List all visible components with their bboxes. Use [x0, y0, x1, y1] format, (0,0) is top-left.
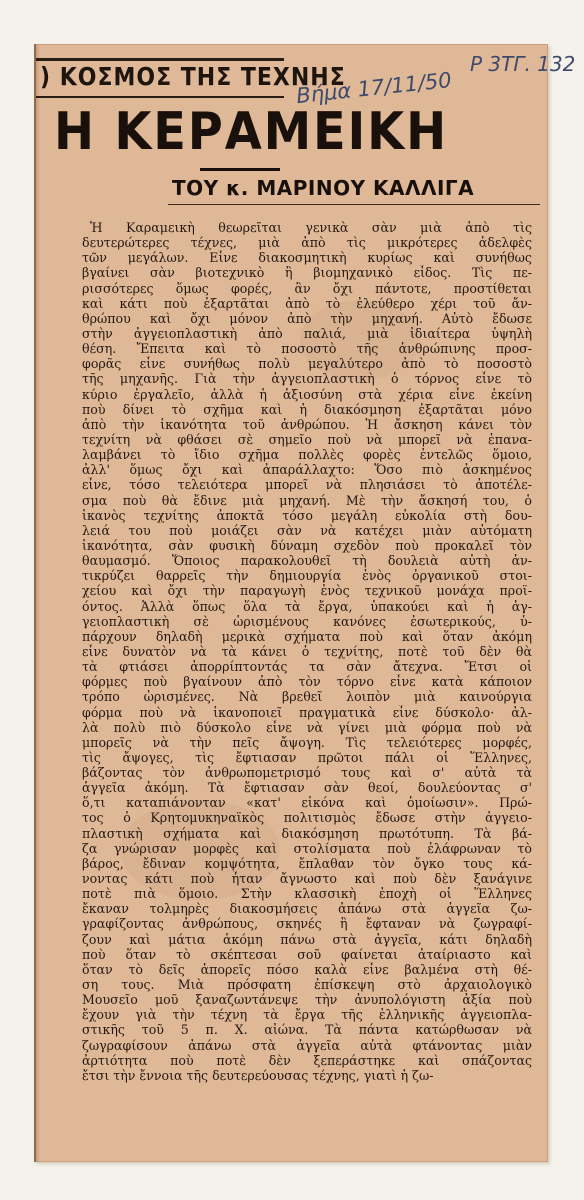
article-text-line: γραφίζοντας ἀνθρώπους, σκηνές ἢ ἔφταναν νὰ ζωγραφί- — [82, 916, 532, 932]
article-text-line: δευτερώτερες τέχνες, μιὰ ἀπὸ τὶς μικρότερες ἀδελφὲς — [82, 235, 532, 251]
handwritten-date-note: Βήμα 17/11/50 — [295, 67, 453, 109]
article-text-line: πάρχουν δηλαδὴ μερικὰ σχήματα ποὺ καὶ ὅταν ἀκόμη — [82, 628, 532, 644]
article-text-line: βάζοντας τὸν ἀνθρωπομετρισμό τους καὶ σ' αὐτὰ τὰ — [82, 765, 532, 781]
article-text-line: μπορεῖς νὰ τὴν πεῖς ἄψογη. Τὶς τελειότερες μορφές, — [82, 734, 532, 750]
article-text-line: φόρμες ποὺ βγαίνουν ἀπὸ τὸν τόρνο εἶνε κατὰ κάποιον — [82, 674, 532, 690]
article-text-line: τος ὁ Κρητομυκηναϊκὸς πολιτισμὸς ἔδωσε στὴν ἀγγειο- — [82, 810, 532, 826]
article-text-line: τρόπο ὡρισμένες. Νὰ βρεθεῖ λοιπὸν μιὰ καινούργια — [82, 689, 532, 705]
article-text-line: θρώπου καὶ ὄχι μόνον ἀπὸ τὴν μηχανή. Αὐτὸ ἔδωσε — [82, 310, 532, 326]
article-byline: ΤΟΥ κ. ΜΑΡΙΝΟΥ ΚΑΛΛΙΓΑ — [172, 176, 475, 200]
article-text-line: φορᾶς εἶνε συνήθως πολὺ μεγαλύτερο ἀπὸ τὸ ποσοστὸ — [82, 356, 532, 372]
article-text-line: τεχνίτη νὰ φθάσει σὲ σημεῖο ποὺ νὰ μπορεῖ νὰ ἐπανα- — [82, 431, 532, 447]
article-text-line: καὶ κάτι ποὺ ἐξαρτᾶται ἀπὸ τὸ ἐλεύθερο χέρι τοῦ ἄν- — [82, 295, 532, 311]
headline-rule — [200, 168, 280, 171]
article-text-line: τικρύζει θαρρεῖς τὴν δημιουργία ἑνὸς ὀργανικοῦ στοι- — [82, 568, 532, 584]
section-header-top-rule — [36, 58, 284, 61]
article-text-line: τῆς μηχανῆς. Γιὰ τὴν ἀγγειοπλαστικὴ ὁ τόρνος εἶνε τὸ — [82, 371, 532, 387]
section-title-text: ΚΟΣΜΟΣ ΤΗΣ ΤΕΧΝΗΣ — [59, 63, 346, 92]
byline-rule — [168, 204, 540, 205]
article-text-line: ἀρτιότητα ποὺ ποτὲ δὲν ξεπεράστηκε καὶ σπάζοντας — [82, 1052, 532, 1068]
article-text-line: τὰ φτιάσει ἀπορρίπτοντάς τα σὰν ἄτεχνα. Ἔτσι οἱ — [82, 659, 532, 675]
article-text-line: Ἡ Καραμεικὴ θεωρεῖται γενικὰ σὰν μιὰ ἀπὸ τὶς — [90, 220, 532, 235]
article-text-line: ὅταν τὸ δεῖς ἀπορεῖς πόσο καλὰ εἶνε βαλμένα στὴ θέ- — [82, 961, 532, 977]
article-text-line: ἔχουν γιὰ τὴν τέχνη τὰ ἔργα τῆς ἑλληνικῆς ἀγγειοπλα- — [82, 1007, 532, 1023]
article-text-line: ση τους. Μιὰ πρόσφατη ἐπίσκεψη στὸ ἀρχαιολογικὸ — [82, 977, 532, 993]
clipping-left-border — [34, 44, 36, 1162]
article-text-line: ποὺ δίνει τὸ σχῆμα καὶ ἡ διακόσμηση ἐξαρτᾶται μόνο — [82, 401, 532, 417]
article-text-line: ἱκανὸς τεχνίτης ἀποκτᾶ τόσο μεγάλη εὐκολία στὴ δου- — [82, 507, 532, 523]
article-text-line: ἀλλ' ὅμως ὄχι καὶ ἀπαράλλαχτο: Ὅσο πιὸ ἀσκημένος — [82, 462, 532, 478]
article-text-line: εἶνε, τόσο τελειότερα μπορεῖ νὰ πλησιάσει τὸ ἀποτέλε- — [82, 477, 532, 493]
article-text-line: εἶνε δυνατὸν νὰ τὰ κάνει ὁ τεχνίτης, ποτὲ τοῦ δὲν θὰ — [82, 643, 532, 659]
article-text-line: ἱκανότητα, σὰν φυσικὴ δύναμη σχεδὸν ποὺ προκαλεῖ τὸν — [82, 537, 532, 553]
article-text-line: τῶν μεγάλων. Εἶνε διακοσμητικὴ κυρίως καὶ συνήθως — [82, 250, 532, 266]
article-text-line: γειοπλαστικὴ σὲ ὡρισμένους κανόνες ἐσωτερικούς, ὑ- — [82, 613, 532, 629]
article-text-line: κύριο ἐργαλεῖο, ἀλλὰ ἡ ἀξιοσύνη στὰ χέρια εἶνε ἐκείνη — [82, 386, 532, 402]
article-text-line: ποτὲ πιὰ ὅμοιο. Στὴν κλασσικὴ ἐποχὴ οἱ Ἕλληνες — [82, 886, 532, 902]
article-headline: Η ΚΕΡΑΜΕΙΚΗ — [54, 102, 448, 162]
article-text-line: λαμβάνει τὸ ἴδιο σχῆμα πολλὲς φορὲς ἐντελῶς ὅμοιο, — [82, 447, 532, 463]
section-prefix: ) — [40, 63, 52, 92]
article-text-line: στικῆς τοῦ 5 π. Χ. αἰώνα. Τὰ πάντα κατώρθωσαν νὰ — [82, 1022, 532, 1038]
article-text-line: νοντας κάτι ποὺ ἦταν ἄγνωστο καὶ ποὺ δὲν ξανάγινε — [82, 871, 532, 887]
article-text-line: στὴν ἀγγειοπλαστικὴ ἀπὸ παλιά, μιὰ ἰδιαίτερα ὑψηλὴ — [82, 325, 532, 341]
article-text-line: Μουσεῖο μοῦ ξαναζωντάνεψε τὴν ἀνυπολόγιστη ἀξία ποὺ — [82, 992, 532, 1008]
article-text-line: πλαστικὴ σχήματα καὶ διακόσμηση πρωτότυπη. Τὰ βά- — [82, 825, 532, 841]
article-text-line: φόρμα ποὺ νὰ ἱκανοποιεῖ πραγματικὰ εἶνε δύσκολο· ἀλ- — [82, 704, 532, 720]
article-text-line: χείου καὶ ὄχι τὴν παραγωγὴ ἑνὸς τεχνικοῦ μονάχα προϊ- — [82, 583, 532, 599]
article-text-line: ζα γνώρισαν μορφὲς καὶ στολίσματα ποὺ ἐλάφρωναν τὸ — [82, 840, 532, 856]
section-header-bottom-rule — [36, 96, 284, 98]
article-text-line: όντος. Ἀλλὰ ὅπως ὅλα τὰ ἔργα, ὑπακούει καὶ ἡ ἀγ- — [82, 598, 532, 614]
article-text-line: θέση. Ἔπειτα καὶ τὸ ποσοστὸ τῆς ἀνθρώπινης προσ- — [82, 341, 532, 357]
article-text-line: ὅ,τι καταπιάνονταν «κατ' εἰκόνα καὶ ὁμοίωσιν». Πρώ- — [82, 795, 532, 811]
article-text-line: ἀγγεῖα ἀκόμη. Τὰ ἔφτιασαν σὰν θεοί, δουλεύοντας σ' — [82, 780, 532, 796]
article-body — [82, 220, 532, 1083]
article-text-line: τὶς ἄψογες, τὶς ἔφτιασαν πρῶτοι πάλι οἱ Ἕλληνες, — [82, 749, 532, 765]
article-text-line: ζωγραφίσουν ἀπάνω στὰ ἀγγεῖα αὐτὰ φτάνοντας μιὰν — [82, 1037, 532, 1053]
article-text-line: ρισσότερες ὅμως φορές, ἂν ὄχι πάντοτε, προστίθεται — [82, 280, 532, 296]
article-text-line: ἔτσι τὴν ἔννοια τῆς δευτερεύουσας τέχνης, γιατὶ ἡ ζω- — [82, 1067, 434, 1083]
article-text-line: ἀπὸ τὴν ἱκανότητα τοῦ ἀνθρώπου. Ἡ ἄσκηση κάνει τὸν — [82, 416, 532, 432]
article-text-line: σμα ποὺ θὰ ἔδινε μιὰ μηχανή. Μὲ τὴν ἄσκησή του, ὁ — [82, 492, 532, 508]
article-text-line: λὰ πολὺ πιὸ δύσκολο εἶνε νὰ γίνει μιὰ φόρμα ποὺ νὰ — [82, 719, 532, 735]
article-text-line: λειά του ποὺ μοιάζει σὰν νὰ κατέχει μιὰν αὐτόματη — [82, 522, 532, 538]
article-text-line: ποὺ ὅταν τὸ σκέπτεσαι σοῦ φαίνεται ἀταίριαστο καὶ — [82, 946, 532, 962]
article-text-line: βγαίνει σὰν βιοτεχνικὸ ἢ βιομηχανικὸ εἶδος. Τὶς πε- — [82, 265, 532, 281]
article-text-line: βάρος, ἔδιναν κομψότητα, ἔπλαθαν τὸν ὄγκο τους κά- — [82, 855, 532, 871]
handwritten-archive-ref: P 3ΤΓ. 132 — [470, 52, 576, 76]
article-text-line: θαυμασμό. Ὅποιος παρακολουθεῖ τὴ δουλειὰ αὐτὴ ἀν- — [82, 553, 532, 569]
article-text-line: ζουν καὶ μάτια ἀκόμη πάνω στὰ ἀγγεῖα, κάτι δηλαδὴ — [82, 931, 532, 947]
article-text-line: ἔκαναν τολμηρὲς διακοσμήσεις ἀπάνω στὰ ἀγγεῖα ζω- — [82, 901, 532, 917]
